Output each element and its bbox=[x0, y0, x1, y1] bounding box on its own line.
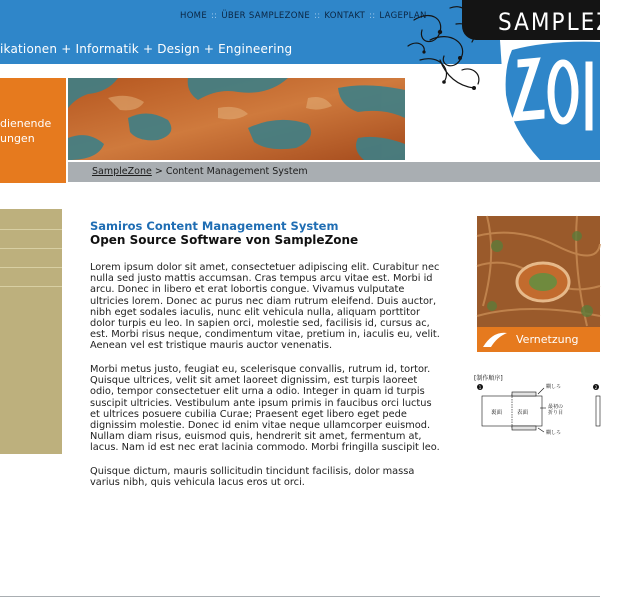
body-paragraph-3: Quisque dictum, mauris sollicitudin tincidunt facilisis, dolor massa varius nibh, quis vehicula lacus eros ut orci. bbox=[90, 466, 415, 489]
image-caption: Vernetzung bbox=[516, 333, 579, 346]
diagram-label-back: 裏面 bbox=[491, 410, 503, 416]
diagram-label-top: 糊しろ bbox=[546, 384, 562, 390]
diagram-title: [制作順序] bbox=[474, 375, 503, 382]
body-paragraph-1: Lorem ipsum dolor sit amet, consectetuer adipiscing elit. Curabitur nec nulla sed justo mattis accumsan. Cras tempus arcu vitae est. Morbi id arcu. Donec in libero et erat lobortis congue. Vivamus vulputate ultricies lorem. Donec ac purus nec diam rutrum eleifend. Duis auctor, nibh eget sodales iaculis, nunc elit vehicula nulla, aliquam porttitor dolor turpis eu leo. In sapien orci, molestie sed, facilisis id, cursus ac, est. Morbi risus neque, condimentum vitae, pretium in, iaculis eu, velit. Aenean vel est tristique mauris auctor venenatis. bbox=[90, 262, 440, 352]
fold-diagram bbox=[472, 372, 600, 442]
site-logo[interactable]: SAMPLEZO bbox=[498, 8, 632, 36]
diagram-step-1: 1 bbox=[478, 385, 482, 390]
diagram-step-2: 2 bbox=[594, 385, 598, 390]
sidebar-menu bbox=[0, 209, 62, 454]
breadcrumb-separator: > bbox=[154, 166, 163, 177]
nav-separator: :: bbox=[211, 11, 218, 21]
breadcrumb bbox=[92, 166, 308, 177]
page-subtitle: Open Source Software von SampleZone bbox=[90, 233, 359, 247]
diagram-label-fold-1: 最初の bbox=[548, 404, 564, 410]
breadcrumb-home-link[interactable]: SampleZone bbox=[92, 166, 152, 177]
diagram-label-front: 表面 bbox=[517, 410, 529, 416]
nav-contact-link[interactable]: KONTAKT bbox=[324, 11, 366, 21]
diagram-label-bottom: 糊しろ bbox=[546, 430, 562, 436]
section-label-line-2: ungen bbox=[0, 132, 35, 145]
breadcrumb-current: Content Management System bbox=[165, 166, 308, 177]
sidebar-divider bbox=[0, 229, 62, 230]
diagram-label-fold-2: 折り目 bbox=[548, 410, 564, 416]
section-label bbox=[0, 116, 51, 146]
sidebar-divider bbox=[0, 248, 62, 249]
page-title: Samiros Content Management System bbox=[90, 219, 339, 233]
nav-separator: :: bbox=[369, 11, 376, 21]
site-tagline: ikationen + Informatik + Design + Engineering bbox=[0, 42, 293, 56]
sidebar-divider bbox=[0, 267, 62, 268]
header-photo bbox=[68, 78, 405, 160]
footer-divider bbox=[0, 596, 600, 597]
sidebar-divider bbox=[0, 286, 62, 287]
nav-home-link[interactable]: HOME bbox=[180, 11, 207, 21]
section-label-line-1: dienende bbox=[0, 117, 52, 130]
nav-map-link[interactable]: LAGEPLAN bbox=[379, 11, 427, 21]
body-paragraph-2: Morbi metus justo, feugiat eu, scelerisque convallis, rutrum id, tortor. Quisque ultrices, velit sit amet laoreet dignissim, est turpis laoreet odio, tempor consectetuer elit urna a odio. Integer in quam id turpis suscipit ultricies. Vestibulum ante ipsum primis in faucibus orci luctus et ultrices posuere cubilia Curae; Praesent eget libero eget pede dignissim molestie. Donec id enim vitae neque ullamcorper euismod. Nullam diam risus, euismod quis, hendrerit sit amet, fermentum at, lacus. Nam id est nec erat lacinia commodo. Morbi fringilla suscipit leo. bbox=[90, 364, 440, 454]
nav-about-link[interactable]: ÜBER SAMPLEZONE bbox=[221, 11, 311, 21]
top-navigation bbox=[180, 11, 427, 21]
nav-separator: :: bbox=[314, 11, 321, 21]
